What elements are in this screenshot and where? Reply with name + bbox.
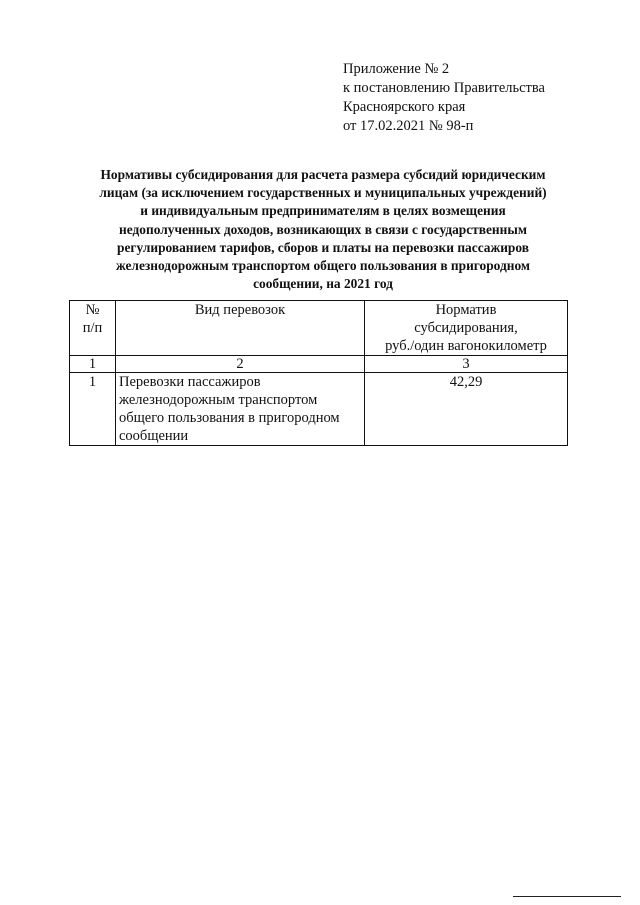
header-cell-transport-type	[116, 301, 365, 356]
column-number-row	[70, 356, 568, 373]
table-row	[70, 373, 568, 446]
header-norm-label: субсидирования,	[414, 320, 518, 336]
transport-type-line: сообщении	[119, 428, 189, 444]
row-norm-value-cell: 42,29	[365, 373, 568, 446]
appendix-date-line: от 17.02.2021 № 98-п	[343, 118, 474, 134]
document-title	[60, 166, 586, 293]
title-line: лицам (за исключением государственных и муниципальных учреждений)	[99, 185, 547, 201]
column-number-cell: 3	[365, 356, 568, 373]
title-line: железнодорожным транспортом общего пользования в пригородном	[115, 258, 531, 274]
title-line: и индивидуальным предпринимателям в целях возмещения	[140, 203, 506, 219]
header-norm-label: Норматив	[435, 302, 497, 318]
column-number-cell: 1	[70, 356, 116, 373]
table-header-row	[70, 301, 568, 356]
column-number-cell: 2	[116, 356, 365, 373]
title-line: недополученных доходов, возникающих в связи с государственным	[119, 221, 527, 237]
header-number-abbr: п/п	[82, 320, 103, 336]
appendix-block	[343, 60, 623, 136]
transport-type-line: железнодорожным транспортом	[119, 392, 318, 408]
footer-divider	[513, 896, 621, 897]
header-transport-type-label: Вид перевозок	[194, 302, 286, 318]
title-line: регулированием тарифов, сборов и платы на перевозки пассажиров	[117, 239, 529, 255]
header-number-sign: №	[85, 302, 100, 318]
row-transport-type-cell	[116, 373, 365, 446]
title-line: сообщении, на 2021 год	[253, 276, 393, 292]
appendix-line: Приложение № 2	[343, 61, 450, 77]
title-line: Нормативы субсидирования для расчета размера субсидий юридическим	[100, 167, 546, 182]
header-cell-number	[70, 301, 116, 356]
appendix-line: к постановлению Правительства	[343, 80, 545, 96]
row-number-cell: 1	[70, 373, 116, 446]
transport-type-line: Перевозки пассажиров	[119, 374, 261, 390]
header-cell-norm	[365, 301, 568, 356]
subsidy-norms-table	[69, 300, 568, 446]
header-norm-unit: руб./один вагонокилометр	[385, 338, 547, 354]
appendix-line: Красноярского края	[343, 99, 466, 115]
transport-type-line: общего пользования в пригородном	[119, 410, 340, 426]
